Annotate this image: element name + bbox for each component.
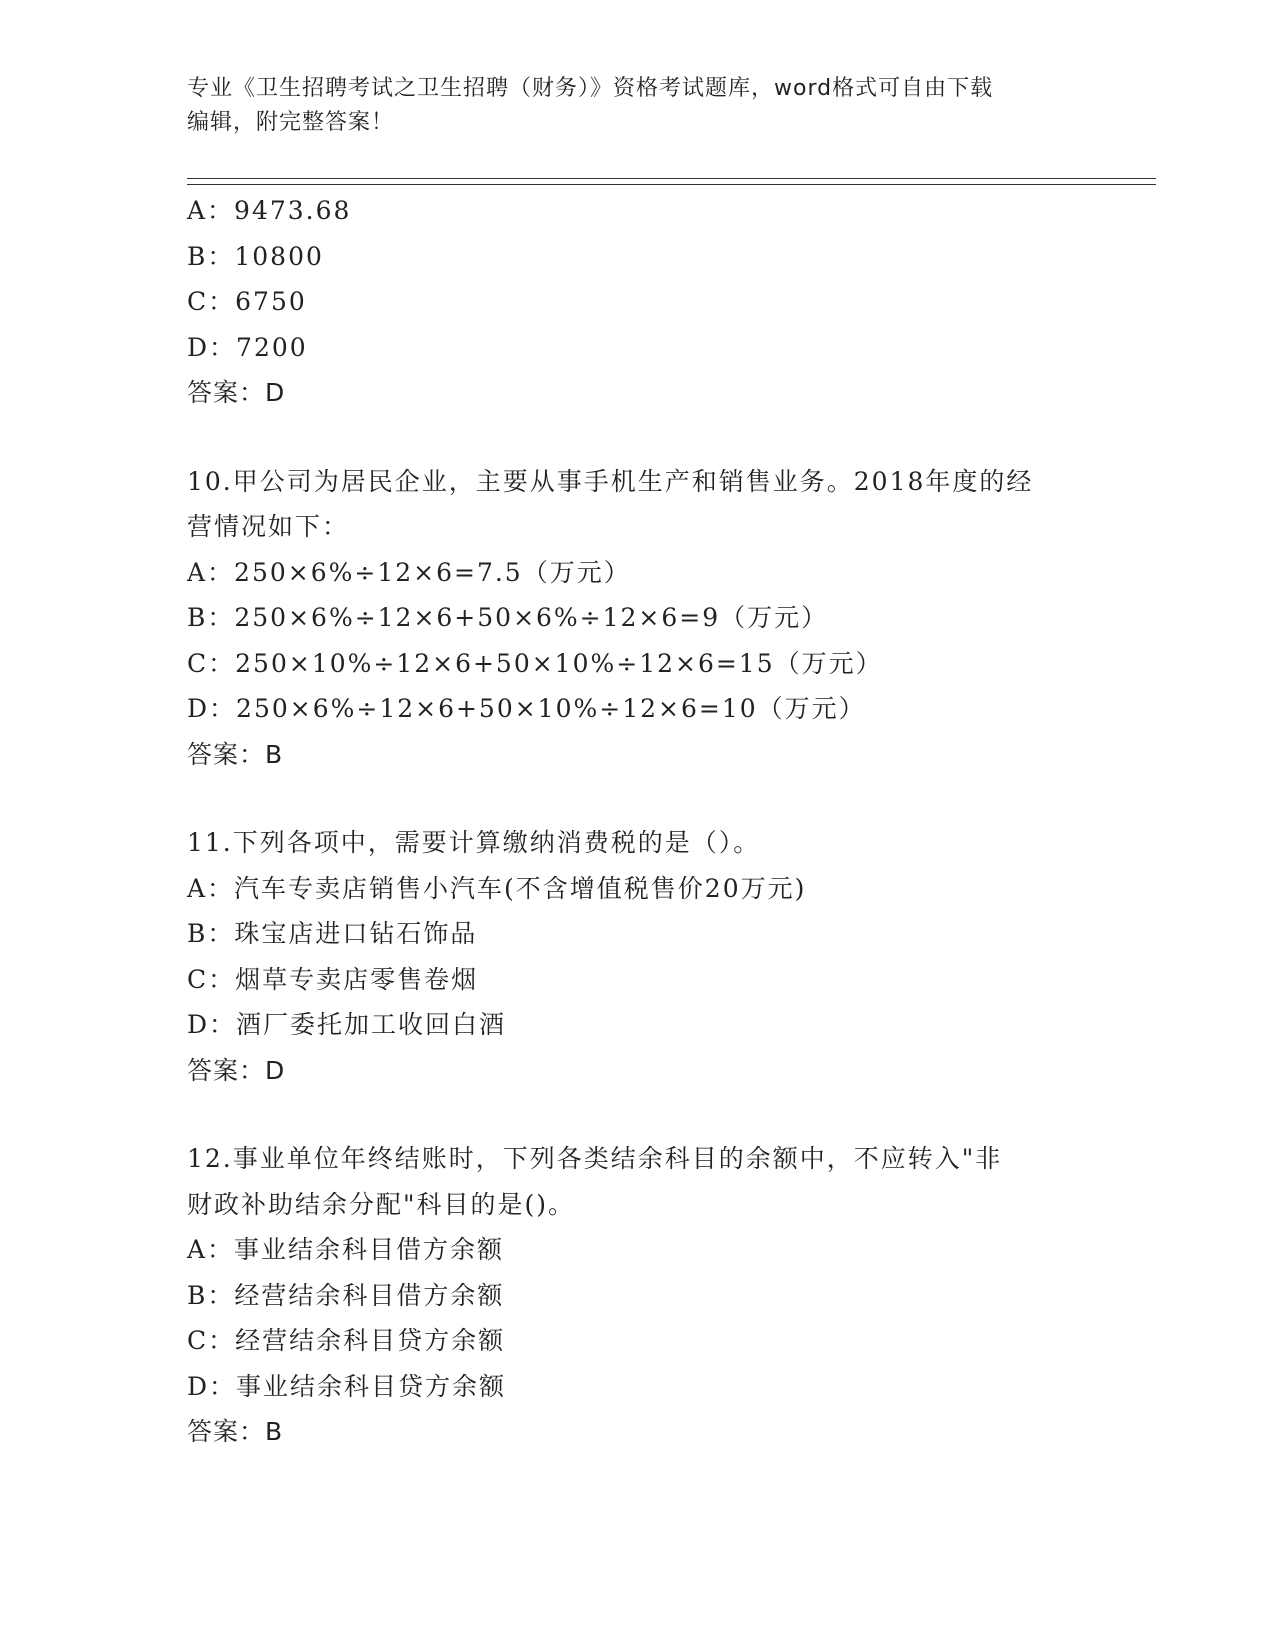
header-line-1: 专业《卫生招聘考试之卫生招聘（财务）》资格考试题库，word格式可自由下载 [187, 76, 994, 101]
spacer [187, 1093, 1087, 1136]
option-d: D：250×6%÷12×6+50×10%÷12×6=10（万元） [187, 694, 866, 723]
option-b: B：经营结余科目借方余额 [187, 1280, 505, 1310]
option-b: B：10800 [187, 241, 324, 271]
answer-line: 答案：B [187, 739, 284, 769]
spacer [187, 416, 1087, 459]
answer-line: 答案：D [187, 378, 286, 407]
question-9-continued [187, 188, 1087, 416]
question-12 [187, 1136, 1087, 1455]
answer-line: 答案：D [187, 1055, 286, 1085]
document-header [187, 72, 1087, 140]
option-d: D：7200 [187, 332, 308, 362]
option-a: A：250×6%÷12×6=7.5（万元） [187, 557, 631, 587]
option-a: A：汽车专卖店销售小汽车(不含增值税售价20万元) [187, 873, 807, 903]
option-d: D：酒厂委托加工收回白酒 [187, 1010, 507, 1039]
option-c: C：经营结余科目贷方余额 [187, 1326, 506, 1355]
header-line-2: 编辑，附完整答案！ [187, 110, 395, 135]
option-b: B：珠宝店进口钻石饰品 [187, 919, 478, 948]
option-c: C：6750 [187, 287, 307, 316]
question-list [187, 188, 1087, 1455]
question-text-line-1: 10.甲公司为居民企业，主要从事手机生产和销售业务。2018年度的经 [187, 466, 1034, 496]
option-a: A：事业结余科目借方余额 [187, 1235, 505, 1264]
question-text-line-2: 营情况如下： [187, 512, 350, 541]
option-d: D：事业结余科目贷方余额 [187, 1371, 507, 1401]
answer-line: 答案：B [187, 1417, 284, 1446]
option-c: C：烟草专卖店零售卷烟 [187, 964, 479, 994]
option-a: A：9473.68 [187, 196, 352, 225]
question-text-line-2: 财政补助结余分配"科目的是()。 [187, 1189, 576, 1219]
question-11 [187, 820, 1087, 1093]
question-text-line-1: 11.下列各项中，需要计算缴纳消费税的是（）。 [187, 828, 761, 857]
question-10 [187, 459, 1087, 778]
question-text-line-1: 12.事业单位年终结账时，下列各类结余科目的余额中，不应转入"非 [187, 1144, 1003, 1173]
spacer [187, 777, 1087, 820]
header-divider [187, 178, 1156, 185]
option-b: B：250×6%÷12×6+50×6%÷12×6=9（万元） [187, 603, 829, 632]
option-c: C：250×10%÷12×6+50×10%÷12×6=15（万元） [187, 648, 883, 678]
